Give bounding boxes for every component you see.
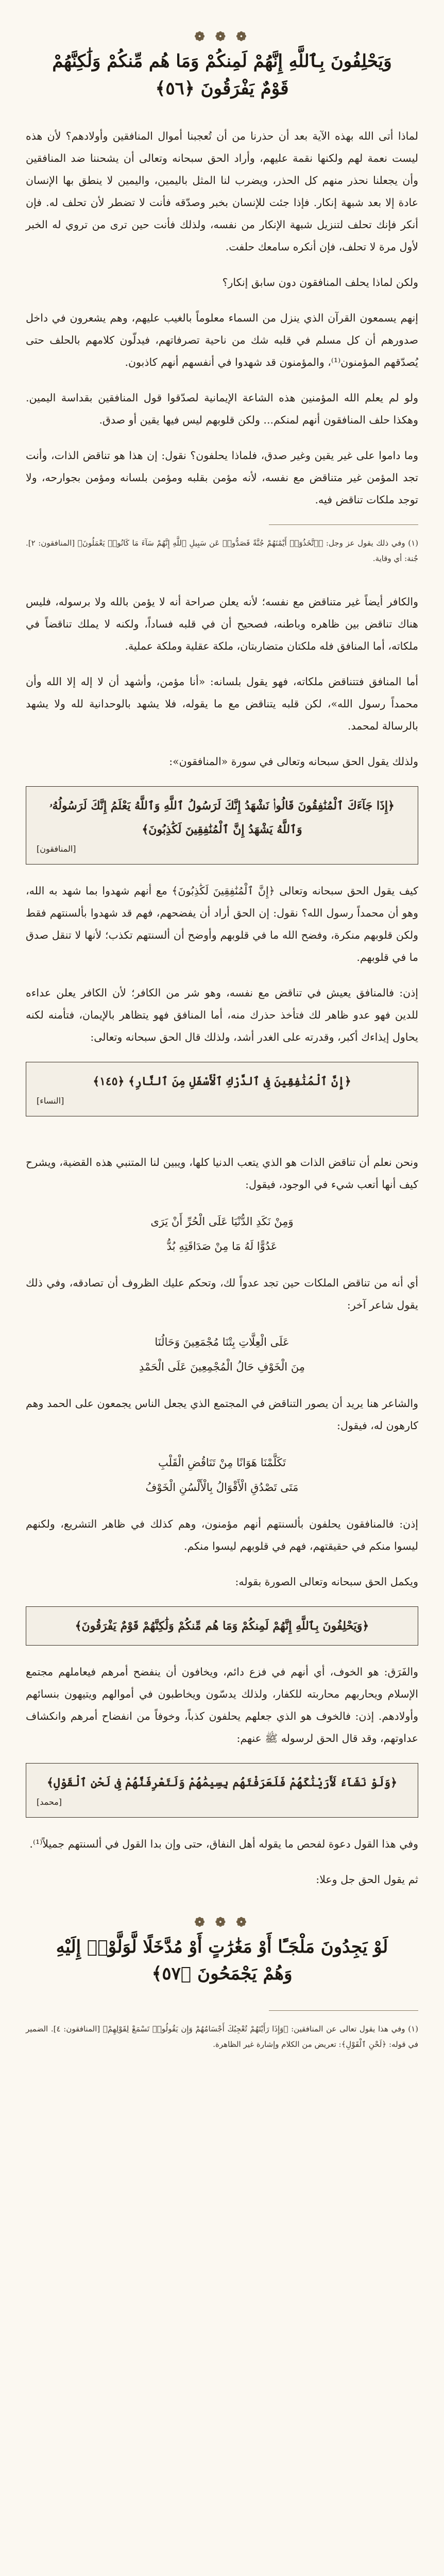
paragraph: وما داموا على غير يقين وغير صدق، فلماذا يحلفون؟ نقول: إن هذا هو تناقض الذات، وأنت تجد المؤمن غير متناقض مع نفسه، لأنه مؤمن بقلبه ومؤمن بلسانه ومؤمن بجوارحه، ولا توجد ملكات تناقض فيه. xyxy=(26,449,418,506)
page-break xyxy=(26,1132,418,1151)
footnote-separator xyxy=(269,524,418,525)
poem-line: مِنَ الْخَوْفِ حَالُ الْمُجْمِعِينَ عَلَى الْحَمْدِ xyxy=(139,1360,305,1373)
poem-line: مَتَى تَصْدُقِ الْأَقْوَالُ بِالْأَلْسُنِ الْخَوْفُ xyxy=(145,1481,299,1494)
footnote-separator xyxy=(269,2010,418,2011)
paragraph: والفَرَق: هو الخوف، أي أنهم في فزع دائم، ويخافون أن ينفضح أمرهم فيعاملهم مجتمع الإسلام ويحاربهم محاربته للكفار، ولذلك يدسّون ويخاطبون في أموالهم ويتيهون بنسائهم وأولادهم. إذن: فالخوف هو الذي جعلهم يحلفون كذباً، وخوفاً من انفضاح أمرهم وانكشاف عداوتهم، وقد قال الحق لرسوله ﷺ عنهم: xyxy=(26,1665,418,1744)
footnote: (١) وفي ذلك يقول عز وجل: ﴿ٱتَّخَذُوٓا۟ أَيْمَٰنَهُمْ جُنَّةً فَصَدُّوا۟ عَن سَبِيلِ ٱللَّهِ إِنَّهُمْ سَآءَ مَا كَانُوا۟ يَعْمَلُونَ﴾ [المنافقون: ٢]. جُنة: أي وقاية. xyxy=(26,538,418,563)
quran-quote-box xyxy=(26,786,418,865)
quote-text: ﴿إِنَّ ٱلْمُنَٰفِقِينَ فِى ٱلدَّرْكِ ٱلْأَسْفَلِ مِنَ ٱلنَّارِ﴾ ﴿١٤٥﴾ xyxy=(93,1074,351,1088)
poem xyxy=(26,1450,418,1500)
paragraph: ونحن نعلم أن تناقض الذات هو الذي يتعب الدنيا كلها، ويبين لنا المتنبي هذه القضية، ويشرح كيف أنها أتعب شيء في الوجود، فيقول: xyxy=(26,1156,418,1191)
paragraph: أما المنافق فتتناقض ملكاته، فهو يقول بلسانه: «أنا مؤمن، وأشهد أن لا إله إلا الله وأن محمداً رسول الله»، لكن قلبه يتناقض مع ما يقوله، فلا يشهد بالوحدانية لله ولا يشهد بالرسالة لمحمد. xyxy=(26,675,418,732)
page-break xyxy=(26,571,418,591)
poem-line: عَدُوًّا لَهُ مَا مِنْ صَدَاقَتِهِ بُدُّ xyxy=(166,1240,278,1252)
paragraph: ولو لم يعلم الله المؤمنين هذه الشاعة الإيمانية لصدّقوا قول المنافقين بقداسة اليمين. وهكذا حلف المنافقون أنهم لمنكم... ولكن قلوبهم ليس فيها يقين أو صدق. xyxy=(26,391,418,426)
paragraph: ويكمل الحق سبحانه وتعالى الصورة بقوله: xyxy=(235,1575,418,1588)
paragraph: والكافر أيضاً غير متناقض مع نفسه؛ لأنه يعلن صراحة أنه لا يؤمن بالله ولا برسوله، فليس هناك تناقض بين ظاهره وباطنه، فصحيح أن في قلبه فساداً، ولكنه لا يملك تناقضاً في ملكاته، أما المنافق فله ملكتان متضاربتان، ملكة عقلية وملكة عملية. xyxy=(26,595,418,652)
paragraph: إذن: فالمنافقون يحلفون بألسنتهم أنهم مؤمنون، وهم كذلك في ظاهر التشريع، ولكنهم ليسوا منكم في حقيقتهم، فهم في قلوبهم ليسوا منكم. xyxy=(26,1517,418,1552)
verse-banner-top xyxy=(26,21,418,110)
paragraph: أي أنه من تناقض الملكات حين تجد عدواً لك، وتحكم عليك الظروف أن تصادقه، وفي ذلك يقول شاعر آخر: xyxy=(26,1276,418,1311)
poem-line: وَمِنْ نَكَدِ الدُّنْيَا عَلَى الْحُرِّ أَنْ يَرَى xyxy=(150,1215,294,1228)
paragraph: ولكن لماذا يحلف المنافقون دون سابق إنكار؟ xyxy=(222,276,418,289)
poem-line: عَلَى الْعِلَّاتِ بِتْنَا مُجْمَعِينَ وَحَالُنَا xyxy=(155,1335,289,1348)
quran-quote-box xyxy=(26,1763,418,1818)
verse-text: وَيَحْلِفُونَ بِٱللَّهِ إِنَّهُمْ لَمِنكُمْ وَمَا هُم مِّنكُمْ وَلَٰكِنَّهُمْ قَوْمٌ يَفْرَقُونَ ﴿٥٦﴾ xyxy=(52,51,392,99)
quran-quote-box xyxy=(26,1606,418,1646)
paragraph: وفي هذا القول دعوة لفحص ما يقوله أهل النفاق، حتى وإن بدا القول في ألسنتهم جميلاً⁽¹⁾. xyxy=(29,1837,418,1850)
quote-text: ﴿وَلَوْ نَشَآءُ لَأَرَيْنَٰكَهُمْ فَلَعَرَفْتَهُم بِسِيمَٰهُمْ وَلَتَعْرِفَنَّهُمْ فِى لَحْنِ ٱلْقَوْلِ﴾ xyxy=(46,1775,398,1789)
poem-line: تَكَلَّمْنَا هَوَانًا مِنْ تَنَاقُضِ الْقَلْبِ xyxy=(158,1456,286,1469)
quote-source: [المنافقون] xyxy=(37,843,76,854)
quote-source: [محمد] xyxy=(37,1797,62,1807)
paragraph: لماذا أتى الله بهذه الآية بعد أن حذرنا من أن تُعجبنا أموال المنافقين وأولادهم؟ لأن هذه ليست نعمة لهم ولكنها نقمة عليهم، وأراد الحق سبحانه وتعالى أن يشحننا ضد المنافقين وأن يجعلنا نحذر منهم كل الحذر، ويضرب لنا المثل باليمين، واليمين لا ينطق بها الإنسان عادة إلا بعد شبهة إنكار. فإذا جئت للإنسان بخبر وصدّقه فأنت لا تضطر لأن تحلف له. فإن أنكر فإنك تحلف لتنزيل شبهة الإنكار من نفسه، ولذلك فأنت حين ترى من تروي له الخبر لأول مرة لا تحلف، فإن أنكره سامعك حلفت. xyxy=(26,129,418,253)
ornament-icon: ❁ ❁ ❁ xyxy=(194,1914,250,1929)
paragraph: والشاعر هنا يريد أن يصور التناقض في المجتمع الذي يجعل الناس يجمعون على الحمد وهم كارهون له، فيقول: xyxy=(26,1397,418,1432)
quote-text: ﴿وَيَحْلِفُونَ بِٱللَّهِ إِنَّهُمْ لَمِنكُمْ وَمَا هُم مِّنكُمْ وَلَٰكِنَّهُمْ قَوْمٌ يَفْرَقُونَ﴾ xyxy=(75,1619,369,1633)
paragraph: إذن: فالمنافق يعيش في تناقض مع نفسه، وهو شر من الكافر؛ لأن الكافر يعلن عداءه للدين فهو عدو ظاهر لك فتأخذ حذرك منه، أما المنافق فهو يتظاهر بالإيمان، فتأمنه لكنه يحاول إيذاءك أكبر، وقدرته على الغدر أشد، ولذلك قال الحق سبحانه وتعالى: xyxy=(26,986,418,1043)
paragraph: إنهم يسمعون القرآن الذي ينزل من السماء معلوماً بالغيب عليهم، وهم يشعرون في داخل صدورهم أن كل مسلم في قلبه شك من ناحية تصرفاتهم، فيدلّون كلامهم بالحلف حتى يُصدّقهم المؤمنون⁽¹⁾، والمؤمنون قد شهدوا في أنفسهم أنهم كاذبون. xyxy=(26,311,418,368)
poem xyxy=(26,1330,418,1379)
poem xyxy=(26,1209,418,1259)
ornament-icon: ❁ ❁ ❁ xyxy=(194,29,250,44)
paragraph: ولذلك يقول الحق سبحانه وتعالى في سورة «المنافقون»: xyxy=(169,755,418,768)
verse-banner-bottom xyxy=(26,1906,418,1995)
paragraph: ثم يقول الحق جل وعلا: xyxy=(316,1873,418,1886)
quote-source: [النساء] xyxy=(37,1095,64,1106)
paragraph: كيف يقول الحق سبحانه وتعالى ﴿إِنَّ ٱلْمُنَٰفِقِينَ لَكَٰذِبُونَ﴾ مع أنهم شهدوا بما شهد به الله، وهو أن محمداً رسول الله؟ نقول: إن الحق أراد أن يفضحهم، فهم قد شهدوا بألسنتهم فقط ولكن قلوبهم منكرة، وفضح الله ما في قلوبهم وأوضح أن ألسنتهم تكذب؛ لأنها لا تنقل صدق ما في قلوبهم. xyxy=(26,884,418,963)
quote-text: ﴿إِذَا جَآءَكَ ٱلْمُنَٰفِقُونَ قَالُوا۟ نَشْهَدُ إِنَّكَ لَرَسُولُ ٱللَّهِ وَٱللَّهُ يَعْلَمُ إِنَّكَ لَرَسُولُهُۥ وَٱللَّهُ يَشْهَدُ إِنَّ ٱلْمُنَٰفِقِينَ لَكَٰذِبُونَ﴾ xyxy=(49,799,395,836)
footnote: (١) وفي هذا يقول تعالى عن المنافقين: ﴿وَإِذَا رَأَيْتَهُمْ تُعْجِبُكَ أَجْسَامُهُمْ وَإِن يَقُولُوا۟ تَسْمَعْ لِقَوْلِهِمْ﴾ [المنافقون: ٤]. الضمير في قوله: ﴿لَحْنِ ٱلْقَوْلِ﴾: تعريض من الكلام وإشارة غير الظاهرة. xyxy=(26,2024,418,2049)
quran-quote-box xyxy=(26,1062,418,1116)
verse-text: لَوْ يَجِدُونَ مَلْجَـًٔا أَوْ مَغَٰرَٰتٍ أَوْ مُدَّخَلًا لَّوَلَّوْا۟ إِلَيْهِ وَهُمْ يَجْمَحُونَ ﴿٥٧﴾ xyxy=(56,1936,388,1985)
